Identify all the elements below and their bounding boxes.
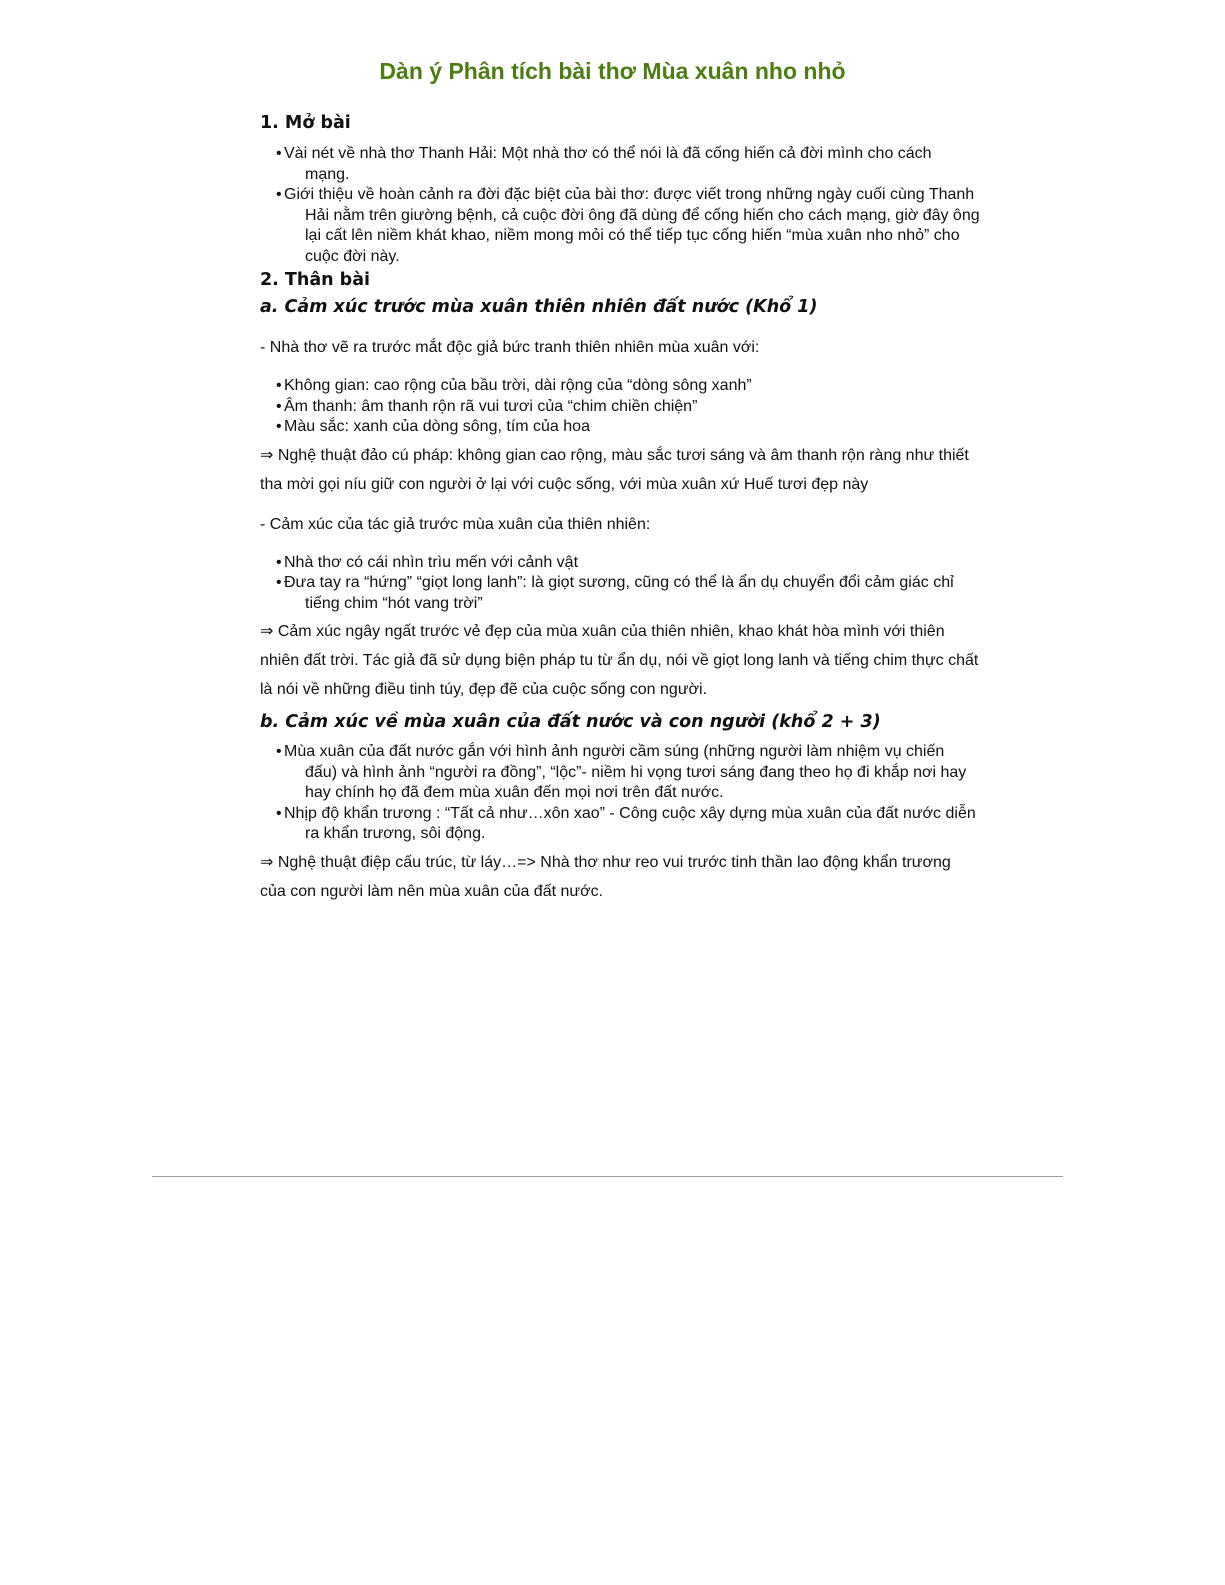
page-divider: [152, 1176, 1063, 1177]
document-title: Dàn ý Phân tích bài thơ Mùa xuân nho nhỏ: [379, 58, 846, 84]
a-list-1: [260, 376, 980, 438]
list-item: • Vài nét về nhà thơ Thanh Hải: Một nhà thơ có thể nói là đã cống hiến cả đời mình cho cách mạng.: [276, 145, 932, 183]
subsection-heading-a: a. Cảm xúc trước mùa xuân thiên nhiên đất nước (Khổ 1): [260, 297, 818, 317]
list-item: • Mùa xuân của đất nước gắn với hình ảnh người cầm súng (những người làm nhiệm vụ chiến đấu) và hình ảnh “người ra đồng”, “lộc”- niềm hi vọng tươi sáng đang theo họ đi khắp nơi hay hay chính họ đã đem mùa xuân đến mọi nơi trên đất nước.: [276, 743, 967, 801]
b-list: [260, 742, 980, 845]
list-item: • Màu sắc: xanh của dòng sông, tím của hoa: [276, 418, 590, 435]
list-item: • Nhịp độ khẩn trương : “Tất cả như…xôn xao” - Công cuộc xây dựng mùa xuân của đất nước diễn ra khẩn trương, sôi động.: [276, 804, 976, 842]
paragraph-lead: - Cảm xúc của tác giả trước mùa xuân của thiên nhiên:: [260, 515, 651, 533]
a-list-2: [260, 553, 980, 615]
list-item: • Nhà thơ có cái nhìn trìu mến với cảnh vật: [276, 553, 579, 571]
list-item: • Không gian: cao rộng của bầu trời, dài rộng của “dòng sông xanh”: [276, 377, 752, 394]
paragraph-summary: ⇒ Nghệ thuật điệp cấu trúc, từ láy…=> Nhà thơ như reo vui trước tinh thần lao động khẩn trương của con người làm nên mùa xuân của đất nước.: [260, 853, 951, 900]
list-item: • Đưa tay ra “hứng” “giọt long lanh”: là giọt sương, cũng có thể là ẩn dụ chuyển đổi cảm giác chỉ tiếng chim “hót vang trời”: [276, 574, 954, 612]
paragraph-lead: - Nhà thơ vẽ ra trước mắt độc giả bức tranh thiên nhiên mùa xuân với:: [260, 339, 760, 356]
paragraph-summary: ⇒ Nghệ thuật đảo cú pháp: không gian cao rộng, màu sắc tươi sáng và âm thanh rộn ràng như thiết tha mời gọi níu giữ con người ở lại với cuộc sống, với mùa xuân xứ Huế tươi đẹp này: [260, 446, 969, 493]
paragraph-summary: ⇒ Cảm xúc ngây ngất trước vẻ đẹp của mùa xuân của thiên nhiên, khao khát hòa mình với thiên nhiên đất trời. Tác giả đã sử dụng biện pháp tu từ ẩn dụ, nói về giọt long lanh và tiếng chim thực chất là nói về những điều tinh túy, đẹp đẽ của cuộc sống con người.: [260, 623, 979, 698]
list-item: • Giới thiệu về hoàn cảnh ra đời đặc biệt của bài thơ: được viết trong những ngày cuối cùng Thanh Hải nằm trên giường bệnh, cả cuộc đời ông đã dùng để cống hiến cho cách mạng, giờ đây ông lại cất lên niềm khát khao, niềm mong mỏi có thể tiếp tục cống hiến “mùa xuân nho nhỏ” cho cuộc đời này.: [276, 186, 980, 265]
section-heading-than-bai: 2. Thân bài: [260, 270, 371, 290]
list-item: • Âm thanh: âm thanh rộn rã vui tươi của “chim chiền chiện”: [276, 397, 698, 415]
subsection-heading-b: b. Cảm xúc về mùa xuân của đất nước và con người (khổ 2 + 3): [260, 712, 881, 732]
section-heading-mo-bai: 1. Mở bài: [260, 113, 351, 133]
document-body: [260, 110, 980, 906]
mo-bai-list: [260, 144, 980, 267]
